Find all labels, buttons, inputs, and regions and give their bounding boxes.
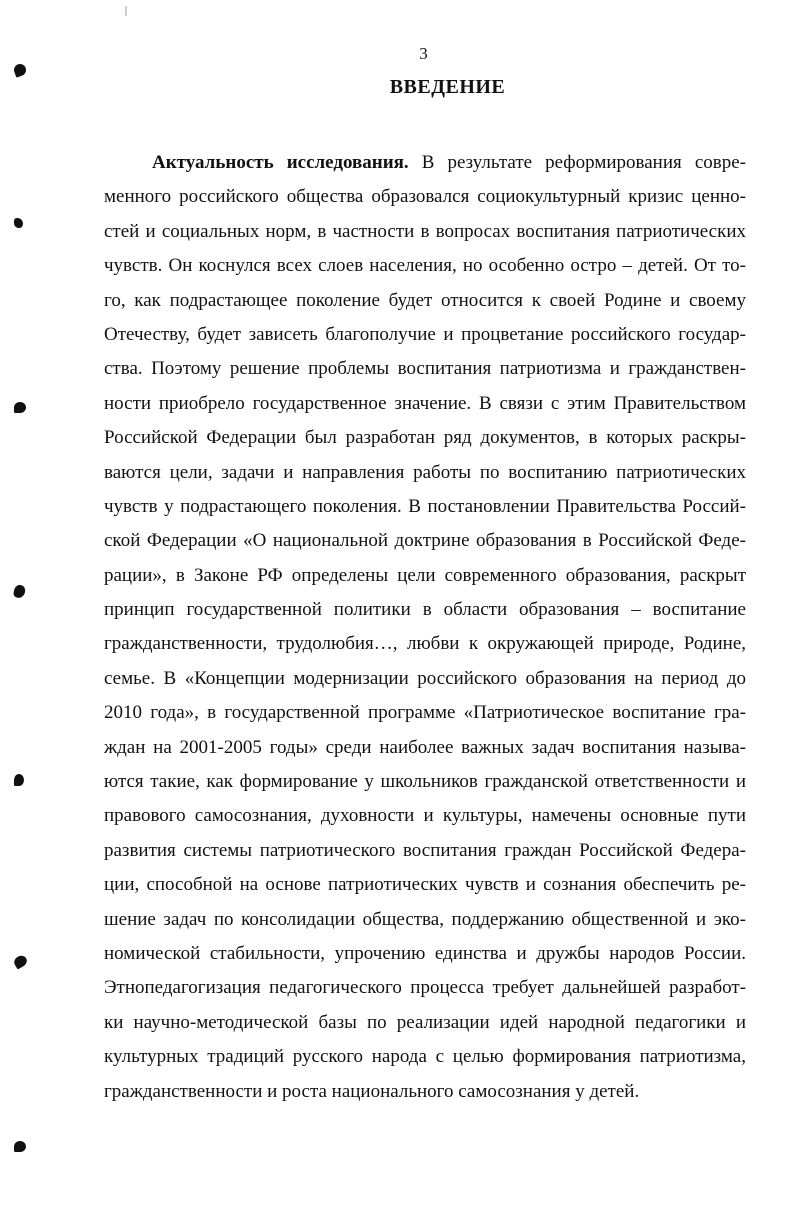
paragraph-line: принцип государственной политики в области образования – воспитание bbox=[104, 599, 746, 621]
paragraph-line-text: В результате реформирования совре- bbox=[408, 152, 746, 173]
binding-hole-mark bbox=[14, 774, 24, 786]
paragraph-line: ства. Поэтому решение проблемы воспитания патриотизма и гражданствен- bbox=[104, 358, 746, 380]
paragraph-line: чувств у подрастающего поколения. В постановлении Правительства Россий- bbox=[104, 495, 746, 517]
paragraph-line: номической стабильности, упрочению единства и дружбы народов России. bbox=[104, 942, 746, 964]
paragraph-line: гражданственности, трудолюбия…, любви к окружающей природе, Родине, bbox=[104, 633, 746, 655]
paragraph-line: ждан на 2001-2005 годы» среди наиболее важных задач воспитания называ- bbox=[104, 736, 746, 758]
paragraph-line: ции, способной на основе патриотических чувств и сознания обеспечить ре- bbox=[104, 874, 746, 896]
paragraph-line: ки научно-методической базы по реализации идей народной педагогики и bbox=[104, 1011, 746, 1033]
paragraph-lead: Актуальность исследования. bbox=[152, 152, 409, 173]
paragraph-line bbox=[104, 146, 746, 180]
paragraph-line: Этнопедагогизация педагогического процесса требует дальнейшей разработ- bbox=[104, 977, 746, 999]
paragraph-line: ности приобрело государственное значение. В связи с этим Правительством bbox=[104, 392, 746, 414]
paragraph-line: менного российского общества образовался социокультурный кризис ценно- bbox=[104, 186, 746, 208]
paragraph-line: ской Федерации «О национальной доктрине образования в Российской Феде- bbox=[104, 530, 746, 552]
binding-hole-mark bbox=[14, 218, 23, 228]
paragraph-line: стей и социальных норм, в частности в вопросах воспитания патриотических bbox=[104, 220, 746, 242]
page-number: 3 bbox=[419, 44, 428, 63]
paragraph-line: культурных традиций русского народа с целью формирования патриотизма, bbox=[104, 1046, 746, 1068]
paragraph-line: гражданственности и роста национального самосознания у детей. bbox=[104, 1080, 640, 1102]
scan-smudge bbox=[125, 6, 127, 16]
binding-hole-mark bbox=[13, 584, 27, 599]
paragraph-line: Российской Федерации был разработан ряд документов, в которых раскры- bbox=[104, 427, 746, 449]
paragraph-line: семье. В «Концепции модернизации российского образования на период до bbox=[104, 667, 746, 689]
paragraph-line: шение задач по консолидации общества, поддержанию общественной и эко- bbox=[104, 908, 746, 930]
paragraph-line: Отечеству, будет зависеть благополучие и процветание российского государ- bbox=[104, 323, 746, 345]
paragraph-line: ваются цели, задачи и направления работы по воспитанию патриотических bbox=[104, 461, 746, 483]
paragraph-line: го, как подрастающее поколение будет относится к своей Родине и своему bbox=[104, 289, 746, 311]
paragraph-line: ются такие, как формирование у школьников гражданской ответственности и bbox=[104, 771, 746, 793]
paragraph-line: чувств. Он коснулся всех слоев населения, но особенно остро – детей. От то- bbox=[104, 255, 746, 277]
binding-hole-mark bbox=[14, 1141, 26, 1152]
section-heading: ВВЕДЕНИЕ bbox=[389, 76, 506, 98]
paragraph-line: правового самосознания, духовности и культуры, намечены основные пути bbox=[104, 805, 746, 827]
binding-hole-mark bbox=[12, 953, 29, 969]
paragraph-line: 2010 года», в государственной программе «Патриотическое воспитание гра- bbox=[104, 702, 746, 724]
paragraph-line: развития системы патриотического воспитания граждан Российской Федера- bbox=[104, 839, 746, 861]
body-paragraph bbox=[104, 146, 746, 1109]
paragraph-line: рации», в Законе РФ определены цели современного образования, раскрыт bbox=[104, 564, 746, 586]
binding-hole-mark bbox=[14, 402, 26, 413]
